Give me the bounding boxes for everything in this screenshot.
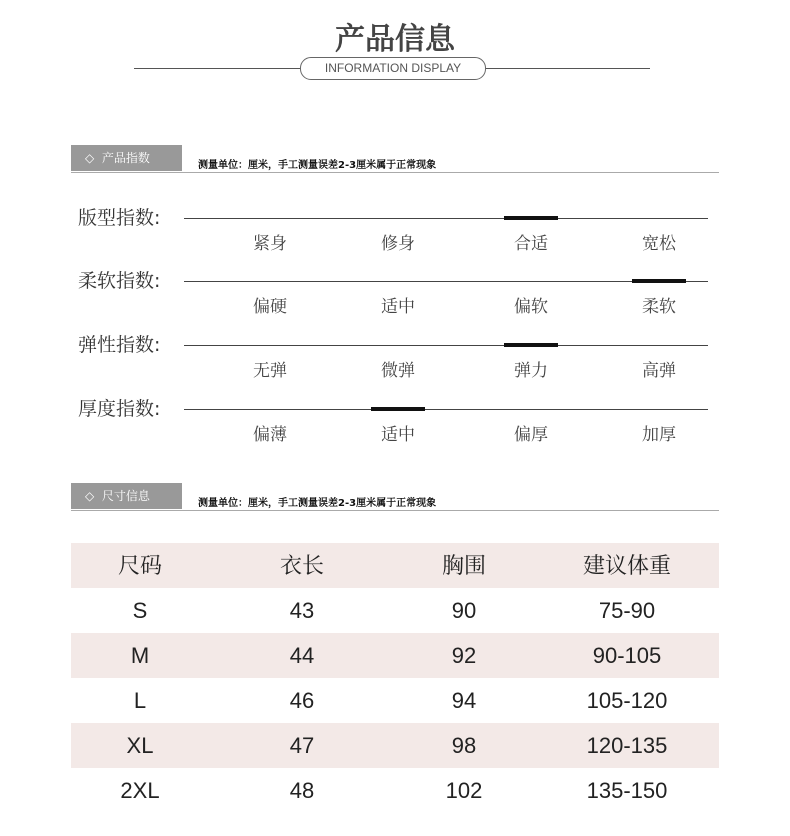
measurement-note: 测量单位：厘米，手工测量误差2-3厘米属于正常现象 xyxy=(198,160,437,171)
section-header-product-index xyxy=(71,145,182,171)
subtitle-pill: INFORMATION DISPLAY xyxy=(300,57,486,80)
table-cell: 43 xyxy=(289,598,315,623)
index-option: 加厚 xyxy=(642,425,676,445)
table-cell: L xyxy=(133,688,147,713)
index-option: 无弹 xyxy=(253,361,287,381)
index-option: 紧身 xyxy=(253,234,287,254)
index-selected-marker xyxy=(371,407,425,411)
table-cell: 98 xyxy=(451,733,477,758)
index-option: 弹力 xyxy=(514,361,548,381)
table-cell: XL xyxy=(126,733,154,758)
table-cell: 46 xyxy=(289,688,315,713)
index-option: 适中 xyxy=(381,425,415,445)
index-label: 厚度指数: xyxy=(78,398,161,420)
index-option: 偏硬 xyxy=(253,297,287,317)
index-label: 弹性指数: xyxy=(78,334,161,356)
section-header-size-info xyxy=(71,483,182,509)
table-cell: 105-120 xyxy=(586,688,668,713)
index-option: 宽松 xyxy=(642,234,676,254)
index-option: 高弹 xyxy=(642,361,676,381)
index-option: 微弹 xyxy=(381,361,415,381)
index-scale-line xyxy=(184,281,708,282)
diamond-icon: ◇ xyxy=(85,489,95,503)
section-label: 尺寸信息 xyxy=(101,489,150,503)
index-selected-marker xyxy=(632,279,686,283)
table-cell: 92 xyxy=(451,643,477,668)
table-cell: 胸围 xyxy=(441,553,486,578)
table-cell: 48 xyxy=(289,778,315,803)
divider xyxy=(71,172,719,173)
table-cell: 94 xyxy=(451,688,477,713)
table-cell: 建议体重 xyxy=(582,553,671,578)
index-scale-line xyxy=(184,345,708,346)
index-option: 合适 xyxy=(514,234,548,254)
table-cell: 44 xyxy=(289,643,315,668)
diamond-icon: ◇ xyxy=(85,151,95,165)
section-label: 产品指数 xyxy=(101,151,150,165)
index-selected-marker xyxy=(504,343,558,347)
table-row xyxy=(71,678,719,723)
index-label: 版型指数: xyxy=(78,207,161,229)
table-cell: S xyxy=(132,598,148,623)
table-cell: 尺码 xyxy=(117,553,162,578)
table-cell: 2XL xyxy=(120,778,160,803)
index-option: 偏薄 xyxy=(253,425,287,445)
index-scale-line xyxy=(184,409,708,410)
table-cell: 135-150 xyxy=(586,778,668,803)
table-row xyxy=(71,723,719,768)
index-scale-line xyxy=(184,218,708,219)
table-header-row xyxy=(71,543,719,588)
table-cell: 47 xyxy=(289,733,315,758)
index-option: 偏软 xyxy=(514,297,548,317)
table-cell: 衣长 xyxy=(279,553,324,578)
index-option: 适中 xyxy=(381,297,415,317)
index-option: 偏厚 xyxy=(514,425,548,445)
table-cell: 90 xyxy=(451,598,477,623)
table-cell: 90-105 xyxy=(592,643,662,668)
page-title: 产品信息 xyxy=(335,22,455,57)
index-label: 柔软指数: xyxy=(78,270,161,292)
measurement-note: 测量单位：厘米，手工测量误差2-3厘米属于正常现象 xyxy=(198,498,437,509)
table-cell: 120-135 xyxy=(586,733,668,758)
index-selected-marker xyxy=(504,216,558,220)
table-row xyxy=(71,588,719,633)
index-option: 修身 xyxy=(381,234,415,254)
index-option: 柔软 xyxy=(642,297,676,317)
table-row xyxy=(71,633,719,678)
table-cell: 75-90 xyxy=(598,598,656,623)
table-row xyxy=(71,768,719,813)
table-cell: 102 xyxy=(445,778,483,803)
divider xyxy=(71,510,719,511)
table-cell: M xyxy=(130,643,150,668)
